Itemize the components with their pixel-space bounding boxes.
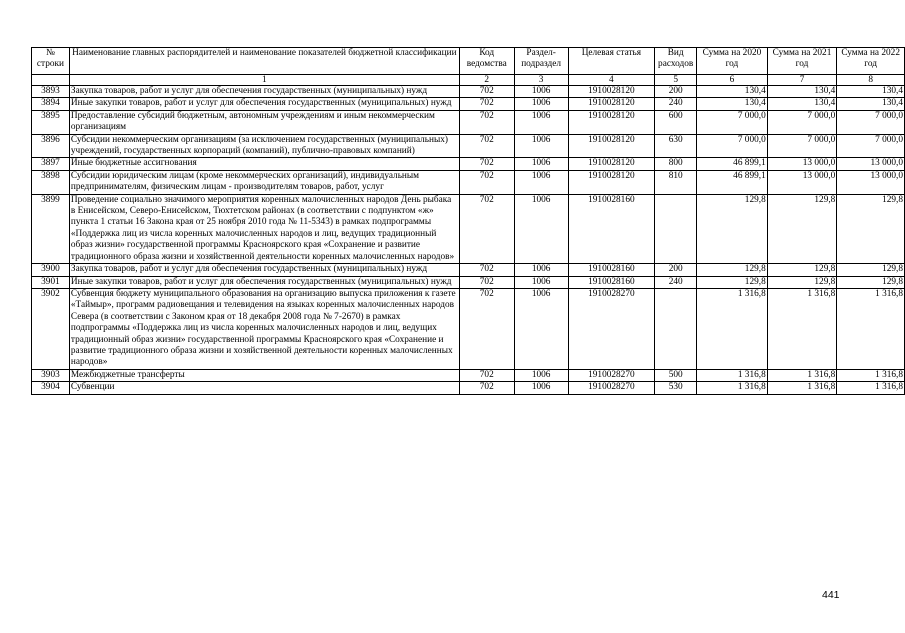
target-article-cell: 1910028120 <box>568 110 655 134</box>
sum-2022-cell: 13 000,0 <box>837 170 905 194</box>
row-number-cell: 3900 <box>32 264 70 276</box>
sum-2022-cell: 130,4 <box>837 86 905 98</box>
section-cell: 1006 <box>514 170 568 194</box>
row-number-cell: 3899 <box>32 194 70 263</box>
table-row <box>32 264 905 276</box>
target-article-cell: 1910028270 <box>568 288 655 369</box>
column-index-cell: 4 <box>568 75 655 86</box>
sum-2020-cell: 46 899,1 <box>697 158 768 170</box>
row-name-cell: Межбюджетные трансферты <box>69 369 459 381</box>
expense-type-cell <box>655 288 697 369</box>
sum-2020-cell: 7 000,0 <box>697 110 768 134</box>
column-index-cell: 7 <box>767 75 837 86</box>
target-article-cell: 1910028120 <box>568 86 655 98</box>
header-section: Раздел-подраздел <box>514 48 568 75</box>
dept-code-cell: 702 <box>459 288 514 369</box>
sum-2022-cell: 1 316,8 <box>837 382 905 394</box>
table-row <box>32 98 905 110</box>
row-name-cell: Иные закупки товаров, работ и услуг для обеспечения государственных (муниципальных) нужд <box>69 276 459 288</box>
target-article-cell: 1910028120 <box>568 170 655 194</box>
header-sum-2021: Сумма на 2021 год <box>767 48 837 75</box>
row-number-cell: 3893 <box>32 86 70 98</box>
column-index-cell <box>32 75 70 86</box>
sum-2020-cell: 1 316,8 <box>697 369 768 381</box>
expense-type-cell: 500 <box>655 369 697 381</box>
row-name-cell: Проведение социально значимого мероприятия коренных малочисленных народов День рыбака в Енисейском, Северо-Енисейском, Тюхтетском районах (в соответствии с подпунктом «ж» пункта 1 статьи 16 Закона края от 25 ноября 2010 года № 11-5343) в рамках подпрограммы «Поддержка лиц из числа коренных малочисленных народов и лиц, ведущих традиционный образ жизни» государственной программы Красноярского края «Сохранение и развитие традиционного образа жизни и хозяйственной деятельности коренных малочисленных народов» <box>69 194 459 263</box>
row-name-cell: Закупка товаров, работ и услуг для обеспечения государственных (муниципальных) нужд <box>69 86 459 98</box>
header-target: Целевая статья <box>568 48 655 75</box>
sum-2020-cell: 7 000,0 <box>697 134 768 158</box>
row-name-cell: Иные бюджетные ассигнования <box>69 158 459 170</box>
row-number-cell: 3896 <box>32 134 70 158</box>
expense-type-cell: 810 <box>655 170 697 194</box>
expense-type-cell: 240 <box>655 98 697 110</box>
sum-2021-cell: 1 316,8 <box>767 382 837 394</box>
sum-2021-cell: 129,8 <box>767 276 837 288</box>
sum-2020-cell: 129,8 <box>697 276 768 288</box>
row-name-cell: Предоставление субсидий бюджетным, автономным учреждениям и иным некоммерческим организациям <box>69 110 459 134</box>
sum-2021-cell: 1 316,8 <box>767 288 837 369</box>
row-name-cell: Субсидии юридическим лицам (кроме некоммерческих организаций), индивидуальным предпринимателям, физическим лицам - производителям товаров, работ, услуг <box>69 170 459 194</box>
header-dept-code: Код ведомства <box>459 48 514 75</box>
sum-2021-cell: 13 000,0 <box>767 170 837 194</box>
expense-type-cell: 200 <box>655 86 697 98</box>
expense-type-cell: 630 <box>655 134 697 158</box>
sum-2022-cell: 1 316,8 <box>837 369 905 381</box>
sum-2020-cell: 1 316,8 <box>697 288 768 369</box>
sum-2022-cell: 129,8 <box>837 276 905 288</box>
table-body <box>32 86 905 395</box>
sum-2021-cell: 129,8 <box>767 194 837 263</box>
page-number: 441 <box>822 589 840 601</box>
dept-code-cell: 702 <box>459 86 514 98</box>
dept-code-cell: 702 <box>459 382 514 394</box>
section-cell: 1006 <box>514 288 568 369</box>
dept-code-cell: 702 <box>459 264 514 276</box>
row-name-cell: Субсидии некоммерческим организациям (за исключением государственных (муниципальных) учреждений, государственных корпораций (компаний), публично-правовых компаний) <box>69 134 459 158</box>
sum-2022-cell: 7 000,0 <box>837 110 905 134</box>
table-row <box>32 134 905 158</box>
sum-2020-cell: 129,8 <box>697 194 768 263</box>
table-row <box>32 369 905 381</box>
dept-code-cell: 702 <box>459 134 514 158</box>
dept-code-cell: 702 <box>459 158 514 170</box>
row-name-cell: Субвенция бюджету муниципального образования на организацию выпуска приложения к газете «Таймыр», программ радиовещания и телевидения на языках коренных малочисленных народов Севера (в соответствии с Законом края от 18 декабря 2008 года № 7-2670) в рамках подпрограммы «Поддержка лиц из числа коренных малочисленных народов и лиц, ведущих традиционный образ жизни» государственной программы Красноярского края «Сохранение и развитие традиционного образа жизни и хозяйственной деятельности коренных малочисленных народов» <box>69 288 459 369</box>
header-sum-2020: Сумма на 2020 год <box>697 48 768 75</box>
table-row <box>32 194 905 263</box>
column-index-cell: 3 <box>514 75 568 86</box>
expense-type-cell: 600 <box>655 110 697 134</box>
sum-2020-cell: 130,4 <box>697 86 768 98</box>
row-number-cell: 3903 <box>32 369 70 381</box>
sum-2021-cell: 13 000,0 <box>767 158 837 170</box>
sum-2020-cell: 46 899,1 <box>697 170 768 194</box>
sum-2020-cell: 1 316,8 <box>697 382 768 394</box>
header-exp-type: Вид расходов <box>655 48 697 75</box>
sum-2022-cell: 129,8 <box>837 264 905 276</box>
sum-2021-cell: 130,4 <box>767 98 837 110</box>
row-name-cell: Закупка товаров, работ и услуг для обеспечения государственных (муниципальных) нужд <box>69 264 459 276</box>
table-row <box>32 110 905 134</box>
header-name: Наименование главных распорядителей и наименование показателей бюджетной классификации <box>69 48 459 75</box>
target-article-cell: 1910028120 <box>568 98 655 110</box>
target-article-cell: 1910028160 <box>568 264 655 276</box>
table-row <box>32 86 905 98</box>
row-number-cell: 3904 <box>32 382 70 394</box>
row-number-cell: 3897 <box>32 158 70 170</box>
dept-code-cell: 702 <box>459 170 514 194</box>
sum-2021-cell: 1 316,8 <box>767 369 837 381</box>
expense-type-cell: 800 <box>655 158 697 170</box>
section-cell: 1006 <box>514 86 568 98</box>
row-name-cell: Субвенции <box>69 382 459 394</box>
column-index-cell: 1 <box>69 75 459 86</box>
table-row <box>32 170 905 194</box>
dept-code-cell: 702 <box>459 276 514 288</box>
table-row <box>32 276 905 288</box>
section-cell: 1006 <box>514 98 568 110</box>
dept-code-cell: 702 <box>459 369 514 381</box>
row-number-cell: 3895 <box>32 110 70 134</box>
sum-2022-cell: 13 000,0 <box>837 158 905 170</box>
target-article-cell: 1910028120 <box>568 134 655 158</box>
column-index-cell: 2 <box>459 75 514 86</box>
target-article-cell: 1910028270 <box>568 382 655 394</box>
sum-2022-cell: 7 000,0 <box>837 134 905 158</box>
sum-2022-cell: 129,8 <box>837 194 905 263</box>
section-cell: 1006 <box>514 134 568 158</box>
column-index-cell: 6 <box>697 75 768 86</box>
dept-code-cell: 702 <box>459 98 514 110</box>
column-index-cell: 8 <box>837 75 905 86</box>
column-index-cell: 5 <box>655 75 697 86</box>
row-number-cell: 3894 <box>32 98 70 110</box>
section-cell: 1006 <box>514 158 568 170</box>
header-sum-2022: Сумма на 2022 год <box>837 48 905 75</box>
target-article-cell: 1910028160 <box>568 276 655 288</box>
sum-2021-cell: 7 000,0 <box>767 134 837 158</box>
sum-2021-cell: 7 000,0 <box>767 110 837 134</box>
sum-2021-cell: 129,8 <box>767 264 837 276</box>
target-article-cell: 1910028120 <box>568 158 655 170</box>
row-number-cell: 3898 <box>32 170 70 194</box>
target-article-cell: 1910028270 <box>568 369 655 381</box>
expense-type-cell: 200 <box>655 264 697 276</box>
expense-type-cell <box>655 194 697 263</box>
sum-2020-cell: 130,4 <box>697 98 768 110</box>
section-cell: 1006 <box>514 276 568 288</box>
section-cell: 1006 <box>514 110 568 134</box>
sum-2022-cell: 130,4 <box>837 98 905 110</box>
section-cell: 1006 <box>514 369 568 381</box>
expense-type-cell: 240 <box>655 276 697 288</box>
sum-2020-cell: 129,8 <box>697 264 768 276</box>
section-cell: 1006 <box>514 194 568 263</box>
table-row <box>32 288 905 369</box>
expense-type-cell: 530 <box>655 382 697 394</box>
row-number-cell: 3901 <box>32 276 70 288</box>
target-article-cell: 1910028160 <box>568 194 655 263</box>
table-row <box>32 158 905 170</box>
column-index-row <box>32 75 905 86</box>
budget-table <box>31 47 905 395</box>
row-name-cell: Иные закупки товаров, работ и услуг для обеспечения государственных (муниципальных) нужд <box>69 98 459 110</box>
header-row-no: № строки <box>32 48 70 75</box>
table-row <box>32 382 905 394</box>
section-cell: 1006 <box>514 382 568 394</box>
dept-code-cell: 702 <box>459 194 514 263</box>
sum-2021-cell: 130,4 <box>767 86 837 98</box>
dept-code-cell: 702 <box>459 110 514 134</box>
header-row <box>32 48 905 75</box>
row-number-cell: 3902 <box>32 288 70 369</box>
sum-2022-cell: 1 316,8 <box>837 288 905 369</box>
section-cell: 1006 <box>514 264 568 276</box>
